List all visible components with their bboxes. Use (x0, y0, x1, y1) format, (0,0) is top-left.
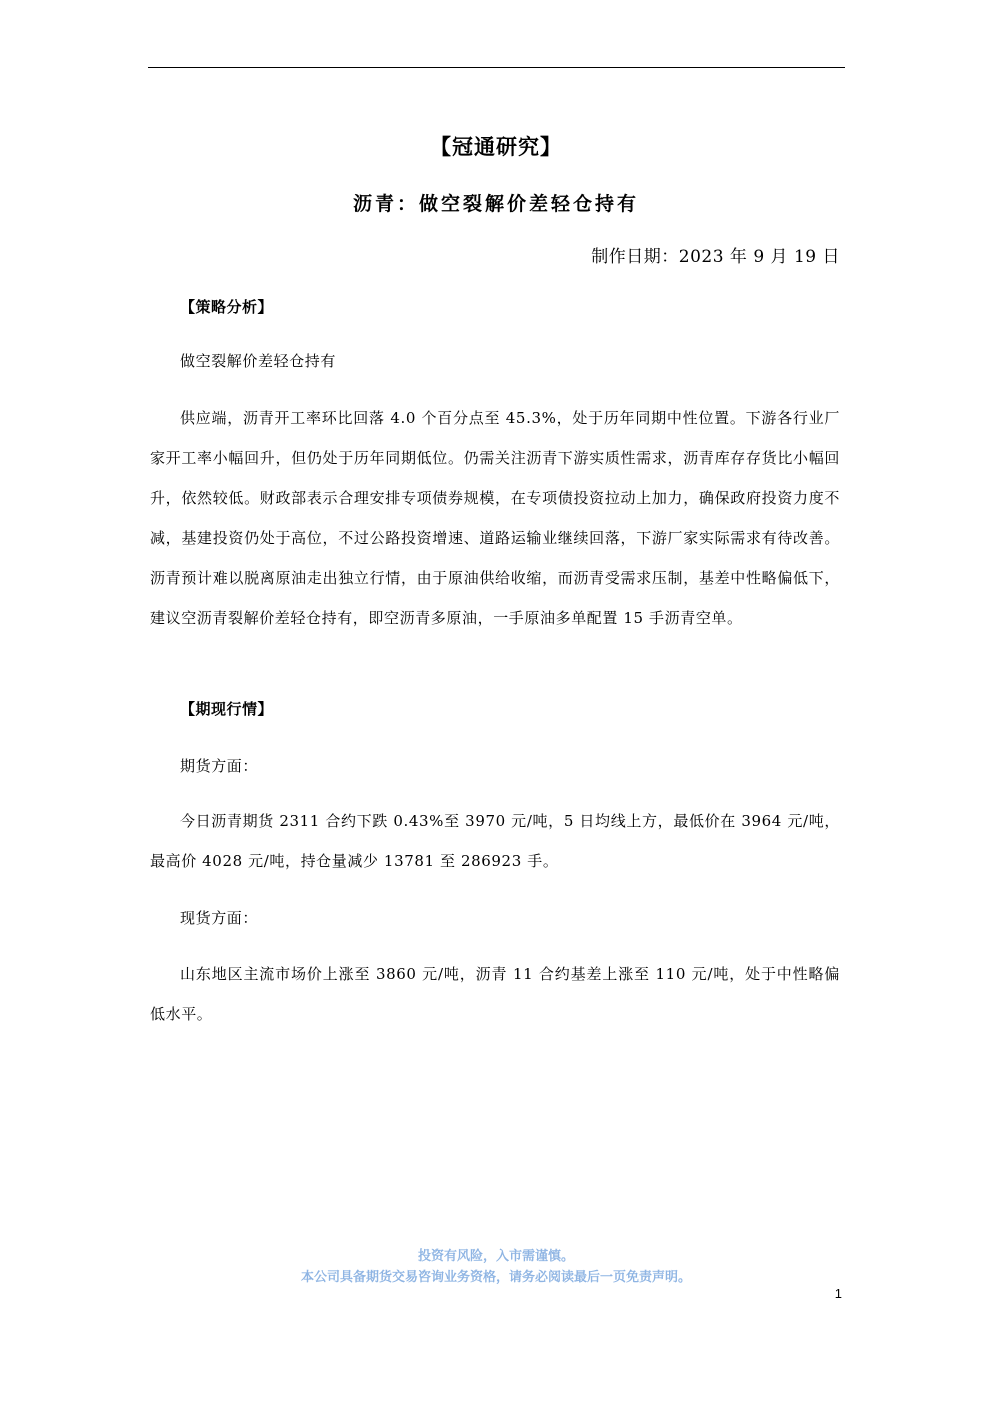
disclaimer-notice: 本公司具备期货交易咨询业务资格，请务必阅读最后一页免责声明。 (300, 1270, 691, 1285)
page-number: 1 (834, 1286, 842, 1301)
brand-title: 【冠通研究】 (430, 135, 562, 159)
futures-text: 今日沥青期货 2311 合约下跌 0.43%至 3970 元/吨，5 日均线上方，最低价在 3964 元/吨，最高价 4028 元/吨，持仓量减少 13781 至 286923 手。 (150, 812, 840, 870)
section-heading-market: 【期现行情】 (180, 700, 274, 718)
futures-label: 期货方面： (180, 757, 259, 775)
strategy-summary: 做空裂解价差轻仓持有 (180, 352, 337, 370)
document-date: 制作日期：2023 年 9 月 19 日 (591, 247, 840, 267)
document-title: 沥青：做空裂解价差轻仓持有 (352, 193, 639, 215)
strategy-analysis: 供应端，沥青开工率环比回落 4.0 个百分点至 45.3%，处于历年同期中性位置。下游各行业厂家开工率小幅回升，但仍处于历年同期低位。仍需关注沥青下游实质性需求，沥青库存存货比小幅回升，依然较低。财政部表示合理安排专项债券规模，在专项债投资拉动上加力，确保政府投资力度不减，基建投资仍处于高位，不过公路投资增速、道路运输业继续回落，下游厂家实际需求有待改善。沥青预计难以脱离原油走出独立行情，由于原油供给收缩，而沥青受需求压制，基差中性略偏低下，建议空沥青裂解价差轻仓持有，即空沥青多原油，一手原油多单配置 15 手沥青空单。 (150, 409, 840, 627)
spot-text: 山东地区主流市场价上涨至 3860 元/吨，沥青 11 合约基差上涨至 110 元/吨，处于中性略偏低水平。 (150, 965, 840, 1023)
section-heading-strategy: 【策略分析】 (180, 298, 274, 316)
risk-warning: 投资有风险，入市需谨慎。 (417, 1249, 574, 1264)
header-rule (148, 67, 845, 68)
spot-label: 现货方面： (180, 909, 259, 927)
